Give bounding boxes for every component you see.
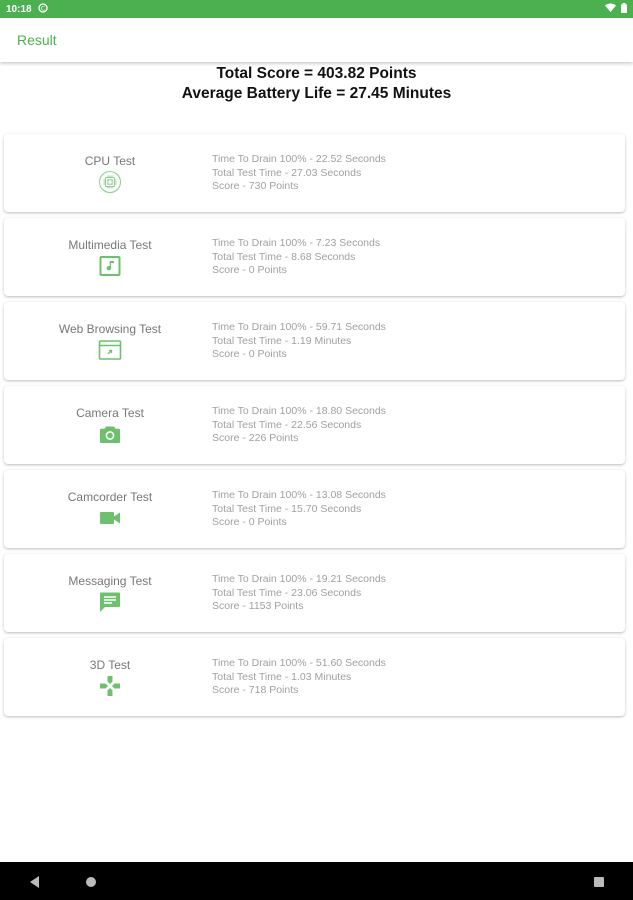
test-name: Camcorder Test xyxy=(67,490,153,504)
test-name: Web Browsing Test xyxy=(58,322,162,336)
test-details xyxy=(212,657,386,698)
test-name: CPU Test xyxy=(84,154,136,168)
average-battery-text: Average Battery Life = 27.45 Minutes xyxy=(181,85,452,102)
test-name: 3D Test xyxy=(89,658,131,672)
test-details xyxy=(212,153,386,194)
total-test-time-text: Total Test Time - 8.68 Seconds xyxy=(212,250,356,263)
test-details xyxy=(212,405,386,446)
test-name: Camera Test xyxy=(76,406,144,420)
total-test-time-text: Total Test Time - 15.70 Seconds xyxy=(212,502,362,515)
system-navigation-bar xyxy=(0,862,633,900)
total-test-time-text: Total Test Time - 23.06 Seconds xyxy=(212,586,362,599)
recent-apps-icon[interactable] xyxy=(594,877,604,887)
status-bar xyxy=(0,0,633,18)
music-note-icon xyxy=(98,254,122,278)
score-text: Score - 718 Points xyxy=(212,684,299,696)
test-card-camcorder xyxy=(4,470,625,548)
camera-icon xyxy=(98,422,122,446)
drain-time-text: Time To Drain 100% - 13.08 Seconds xyxy=(212,489,386,501)
test-card-camera xyxy=(4,386,625,464)
home-icon[interactable] xyxy=(86,877,96,887)
test-card-3d xyxy=(4,638,625,716)
test-results-list xyxy=(4,134,625,722)
drain-time-text: Time To Drain 100% - 59.71 Seconds xyxy=(212,321,386,333)
score-text: Score - 0 Points xyxy=(212,348,287,360)
test-details xyxy=(212,321,386,362)
notification-icon xyxy=(38,3,48,16)
message-icon xyxy=(98,590,122,614)
back-icon[interactable] xyxy=(30,876,39,888)
svg-text:C: C xyxy=(40,4,45,12)
test-name: Messaging Test xyxy=(68,574,152,588)
test-card-multimedia xyxy=(4,218,625,296)
drain-time-text: Time To Drain 100% - 51.60 Seconds xyxy=(212,657,386,669)
score-text: Score - 730 Points xyxy=(212,180,299,192)
test-name: Multimedia Test xyxy=(68,238,152,252)
browser-window-icon xyxy=(98,338,122,362)
wifi-icon xyxy=(605,3,616,15)
status-time: 10:18 xyxy=(6,3,32,15)
test-card-web-browsing xyxy=(4,302,625,380)
drain-time-text: Time To Drain 100% - 22.52 Seconds xyxy=(212,153,386,165)
total-test-time-text: Total Test Time - 1.03 Minutes xyxy=(212,670,352,683)
total-test-time-text: Total Test Time - 1.19 Minutes xyxy=(212,334,352,347)
result-summary xyxy=(0,64,633,104)
score-text: Score - 1153 Points xyxy=(212,600,304,612)
test-details xyxy=(212,489,386,530)
page-title: Result xyxy=(17,32,57,48)
cpu-chip-icon xyxy=(98,170,122,194)
total-test-time-text: Total Test Time - 22.56 Seconds xyxy=(212,418,362,431)
drain-time-text: Time To Drain 100% - 19.21 Seconds xyxy=(212,573,386,585)
test-card-messaging xyxy=(4,554,625,632)
test-details xyxy=(212,237,380,278)
battery-icon xyxy=(621,3,627,16)
total-score-text: Total Score = 403.82 Points xyxy=(216,65,417,82)
total-test-time-text: Total Test Time - 27.03 Seconds xyxy=(212,166,362,179)
score-text: Score - 226 Points xyxy=(212,432,299,444)
gamepad-icon xyxy=(98,674,122,698)
score-text: Score - 0 Points xyxy=(212,516,287,528)
app-bar xyxy=(0,18,633,62)
score-text: Score - 0 Points xyxy=(212,264,287,276)
video-camera-icon xyxy=(98,506,122,530)
drain-time-text: Time To Drain 100% - 7.23 Seconds xyxy=(212,237,381,249)
test-card-cpu xyxy=(4,134,625,212)
test-details xyxy=(212,573,386,614)
drain-time-text: Time To Drain 100% - 18.80 Seconds xyxy=(212,405,386,417)
